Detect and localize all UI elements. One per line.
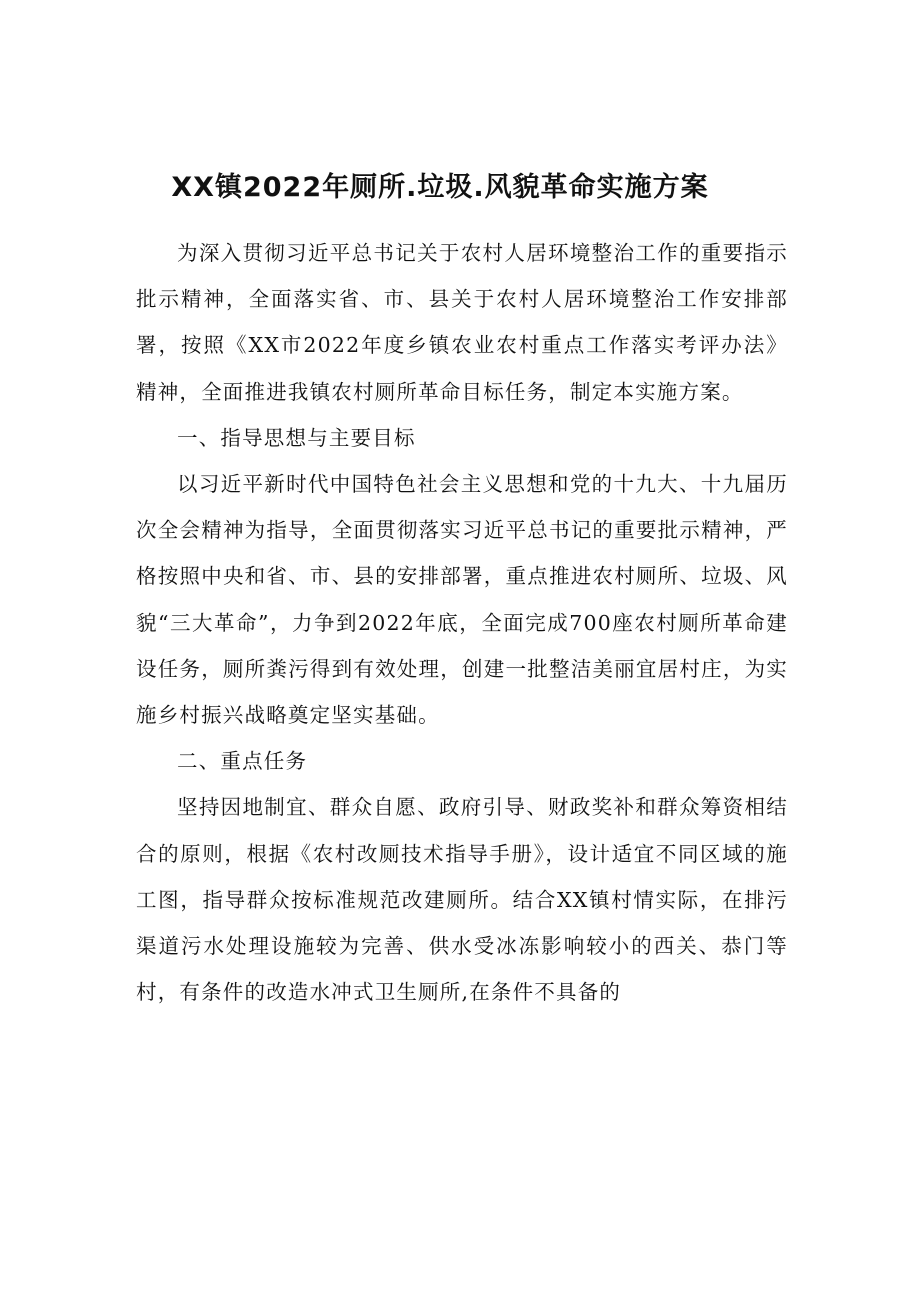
intro-paragraph: 为深入贯彻习近平总书记关于农村人居环境整治工作的重要指示批示精神，全面落实省、市、县关于农村人居环境整治工作安排部署，按照《XX市2022年度乡镇农业农村重点工作落实考评办法》精神，全面推进我镇农村厕所革命目标任务，制定本实施方案。	[136, 241, 788, 404]
section-heading-key-tasks: 二、重点任务	[177, 749, 308, 774]
document-title: XX镇2022年厕所.垃圾.风貌革命实施方案	[171, 172, 709, 203]
guiding-ideology-paragraph: 以习近平新时代中国特色社会主义思想和党的十九大、十九届历次全会精神为指导，全面贯彻落实习近平总书记的重要批示精神，严格按照中央和省、市、县的安排部署，重点推进农村厕所、垃圾、风貌“三大革命”，力争到2022年底，全面完成700座农村厕所革命建设任务，厕所粪污得到有效处理，创建一批整洁美丽宜居村庄，为实施乡村振兴战略奠定坚实基础。	[136, 472, 788, 728]
section-heading-guiding-ideology: 一、指导思想与主要目标	[177, 425, 416, 450]
document-body	[136, 230, 788, 1015]
key-tasks-paragraph: 坚持因地制宜、群众自愿、政府引导、财政奖补和群众筹资相结合的原则，根据《农村改厕技术指导手册》，设计适宜不同区域的施工图，指导群众按标准规范改建厕所。结合XX镇村情实际，在排污渠道污水处理设施较为完善、供水受冰冻影响较小的西关、恭门等村，有条件的改造水冲式卫生厕所,在条件不具备的	[136, 795, 788, 1005]
